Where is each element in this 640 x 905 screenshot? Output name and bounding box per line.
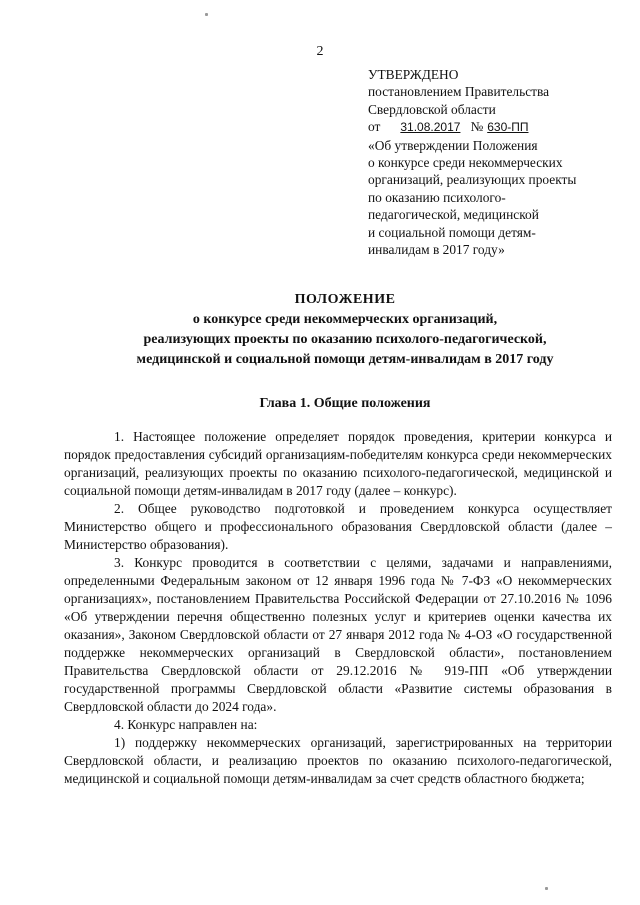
paragraph: 3. Конкурс проводится в соответствии с целями, задачами и направлениями, определенными Федеральным законом от 12 января 1996 года № 7-ФЗ «О некоммерческих организациях», постановлением Правительства Российской Федерации от 27.10.2016 № 1096 «Об утверждении перечня общественно полезных услуг и критериев оценки качества их оказания», Законом Свердловской области от 27 января 2012 года № 4-ОЗ «О государственной поддержке некоммерческих организаций в Свердловской области», постановлением Правительства Свердловской области от 29.12.2016 № 919-ПП «Об утверждении государственной программы Свердловской области «Развитие системы образования в Свердловской области до 2024 года». [64, 555, 612, 714]
paragraph: 1) поддержку некоммерческих организаций, зарегистрированных на территории Свердловской области, и реализацию проектов по оказанию психолого-педагогической, медицинской и социальной помощи детям-инвалидам за счет средств областного бюджета; [64, 735, 612, 786]
approval-subject-line: педагогической, медицинской [368, 207, 539, 223]
document-body [64, 428, 612, 788]
approval-subject-line: и социальной помощи детям- [368, 224, 536, 240]
chapter-heading: Глава 1. Общие положения [259, 396, 431, 411]
document-subtitle-line: медицинской и социальной помощи детям-инвалидам в 2017 году [136, 352, 554, 367]
document-subtitle-line: реализующих проекты по оказанию психолого-педагогической, [143, 332, 547, 347]
approval-date: 31.08.2017 [400, 120, 461, 135]
number-prefix: № [470, 119, 484, 135]
scan-speck [545, 887, 548, 890]
approval-subject-line: по оказанию психолого- [368, 189, 506, 205]
approval-subject-line: «Об утверждении Положения [368, 137, 538, 153]
document-title-block [60, 290, 630, 370]
page-number: 2 [316, 44, 324, 59]
document-title: ПОЛОЖЕНИЕ [294, 292, 396, 307]
document-subtitle-line: о конкурсе среди некоммерческих организаций, [192, 312, 498, 327]
paragraph: 2. Общее руководство подготовкой и проведением конкурса осуществляет Министерство общего и профессионального образования Свердловской области (далее – Министерство образования). [64, 501, 612, 552]
approval-heading: УТВЕРЖДЕНО [368, 67, 459, 82]
approval-subject-line: о конкурсе среди некоммерческих [368, 155, 563, 171]
paragraph: 4. Конкурс направлен на: [114, 717, 258, 732]
approval-line: постановлением Правительства [368, 84, 550, 100]
approval-subject-line: инвалидам в 2017 году» [368, 242, 505, 258]
paragraph: 1. Настоящее положение определяет порядок проведения, критерии конкурса и порядок предоставления субсидий организациям-победителям конкурса среди некоммерческих организаций, реализующих проекты по оказанию психолого-педагогической, медицинской и социальной помощи детям-инвалидам в 2017 году (далее – конкурс). [64, 429, 612, 498]
approval-number: 630-ПП [487, 120, 529, 135]
from-prefix: от [368, 119, 381, 135]
approval-line: Свердловской области [368, 101, 496, 117]
scan-speck [205, 13, 208, 16]
approval-stamp [368, 66, 608, 258]
approval-date-line [368, 118, 608, 136]
approval-subject-line: организаций, реализующих проекты [368, 172, 577, 188]
